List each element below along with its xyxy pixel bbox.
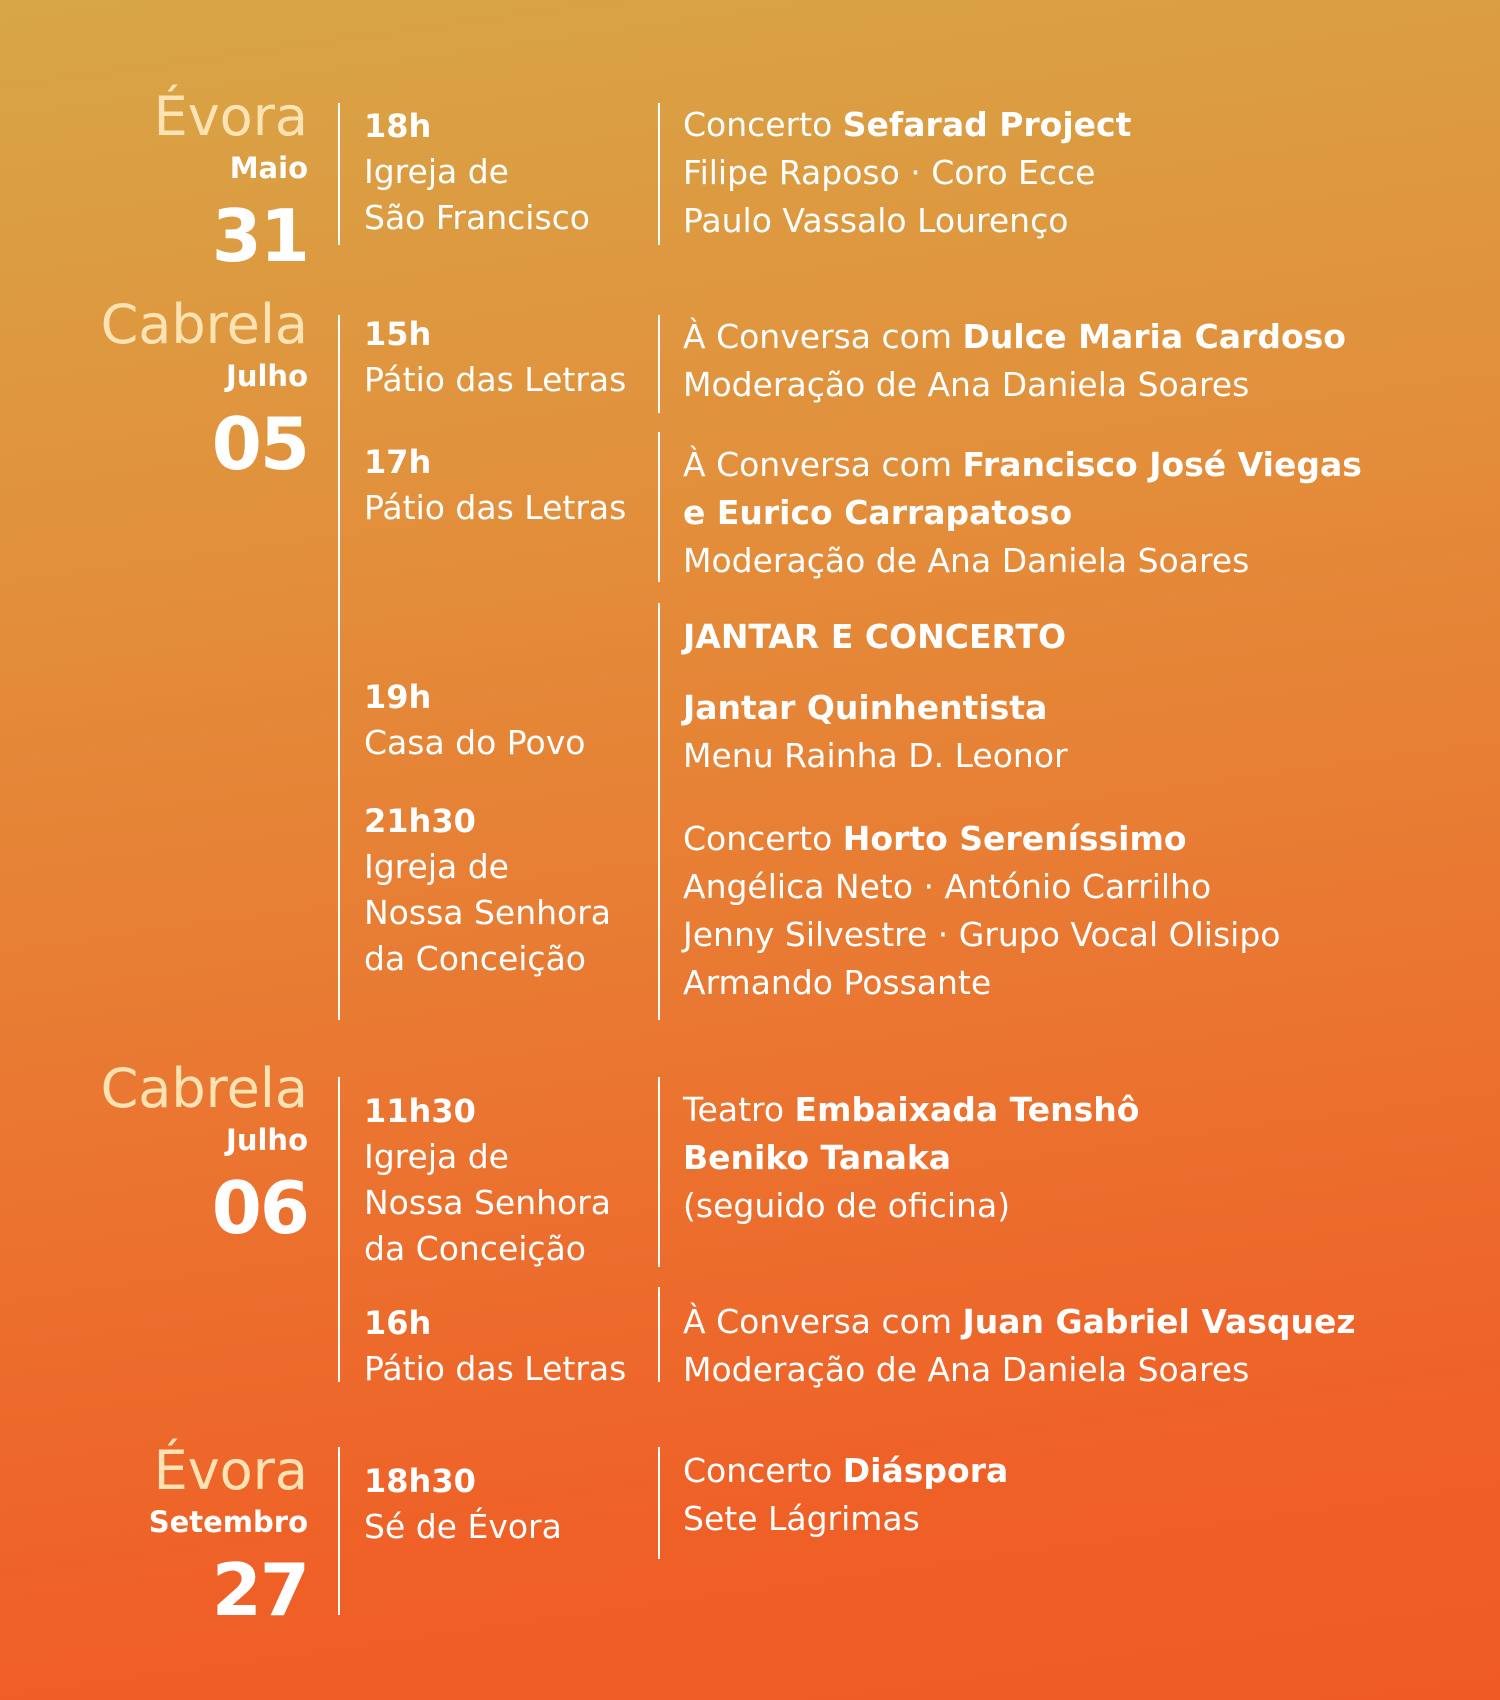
- date-day: 05: [211, 402, 308, 486]
- event-time: 16h: [364, 1304, 432, 1342]
- date-day: 31: [211, 194, 308, 278]
- event-time: 11h30: [364, 1092, 476, 1130]
- date-day: 06: [211, 1166, 308, 1250]
- event-venue: São Francisco: [364, 198, 590, 237]
- section-heading: JANTAR E CONCERTO: [683, 617, 1066, 656]
- event-title: Dulce Maria Cardoso: [962, 317, 1346, 356]
- event-title: Sefarad Project: [842, 105, 1132, 144]
- event-venue: Igreja de: [364, 847, 509, 886]
- event-time: 17h: [364, 443, 432, 481]
- event-venue: Pátio das Letras: [364, 488, 627, 527]
- event-venue: Sé de Évora: [364, 1507, 562, 1546]
- date-month: Julho: [226, 1123, 308, 1157]
- event-description: [683, 1086, 1433, 1230]
- event-description: [683, 1298, 1433, 1394]
- event-title: e Eurico Carrapatoso: [683, 493, 1073, 532]
- event-description: [683, 684, 1433, 780]
- event-venue: Nossa Senhora: [364, 1183, 612, 1222]
- event-venue: Igreja de: [364, 152, 509, 191]
- divider-line: [338, 1447, 340, 1615]
- event-time: 19h: [364, 678, 432, 716]
- event-description: [683, 441, 1433, 585]
- event-description: [683, 313, 1433, 409]
- event-venue: da Conceição: [364, 1229, 586, 1268]
- event-line: (seguido de oficina): [683, 1186, 1011, 1225]
- event-time-venue: [364, 311, 664, 403]
- event-line: Menu Rainha D. Leonor: [683, 736, 1068, 775]
- event-line: Angélica Neto · António Carrilho: [683, 867, 1212, 906]
- event-time-venue: [364, 674, 664, 766]
- divider-line: [338, 315, 340, 1020]
- event-title: Diáspora: [842, 1451, 1009, 1490]
- event-prefix: À Conversa com: [683, 445, 963, 484]
- event-line: Paulo Vassalo Lourenço: [683, 201, 1069, 240]
- date-month: Maio: [229, 151, 308, 185]
- event-venue: da Conceição: [364, 939, 586, 978]
- event-line: Armando Possante: [683, 963, 992, 1002]
- event-venue: Nossa Senhora: [364, 893, 612, 932]
- event-line: Jenny Silvestre · Grupo Vocal Olisipo: [683, 915, 1281, 954]
- event-time: 21h30: [364, 802, 476, 840]
- date-month: Setembro: [148, 1505, 308, 1539]
- date-day: 27: [211, 1548, 308, 1632]
- event-time: 18h30: [364, 1462, 476, 1500]
- divider-line: [338, 103, 340, 245]
- event-line: Moderação de Ana Daniela Soares: [683, 541, 1250, 580]
- event-line: Filipe Raposo · Coro Ecce: [683, 153, 1096, 192]
- date-city: Cabrela: [100, 1057, 308, 1120]
- event-prefix: Teatro: [683, 1090, 795, 1129]
- event-venue: Pátio das Letras: [364, 360, 627, 399]
- event-prefix: Concerto: [683, 1451, 843, 1490]
- event-time: 18h: [364, 107, 432, 145]
- date-city: Évora: [153, 1439, 308, 1502]
- event-time-venue: [364, 1088, 664, 1272]
- event-time-venue: [364, 1458, 664, 1550]
- date-city: Cabrela: [100, 293, 308, 356]
- event-description: [683, 101, 1433, 245]
- event-venue: Casa do Povo: [364, 723, 586, 762]
- event-time-venue: [364, 103, 664, 241]
- event-line: Moderação de Ana Daniela Soares: [683, 1350, 1250, 1389]
- event-prefix: Concerto: [683, 105, 843, 144]
- event-title: Jantar Quinhentista: [683, 688, 1048, 727]
- event-prefix: À Conversa com: [683, 317, 963, 356]
- divider-line: [338, 1077, 340, 1382]
- event-title: Embaixada Tenshô: [794, 1090, 1140, 1129]
- event-line: Sete Lágrimas: [683, 1499, 920, 1538]
- event-prefix: Concerto: [683, 819, 843, 858]
- event-description: [683, 1447, 1433, 1543]
- date-month: Julho: [226, 359, 308, 393]
- event-title: Juan Gabriel Vasquez: [962, 1302, 1356, 1341]
- event-time-venue: [364, 439, 664, 531]
- event-time-venue: [364, 798, 664, 982]
- event-line: Moderação de Ana Daniela Soares: [683, 365, 1250, 404]
- event-venue: Igreja de: [364, 1137, 509, 1176]
- event-prefix: À Conversa com: [683, 1302, 963, 1341]
- event-title: Francisco José Viegas: [962, 445, 1362, 484]
- event-description: [683, 815, 1433, 1007]
- event-time: 15h: [364, 315, 432, 353]
- event-title: Beniko Tanaka: [683, 1138, 952, 1177]
- event-title: Horto Sereníssimo: [842, 819, 1187, 858]
- event-venue: Pátio das Letras: [364, 1349, 627, 1388]
- date-city: Évora: [153, 85, 308, 148]
- event-time-venue: [364, 1300, 664, 1392]
